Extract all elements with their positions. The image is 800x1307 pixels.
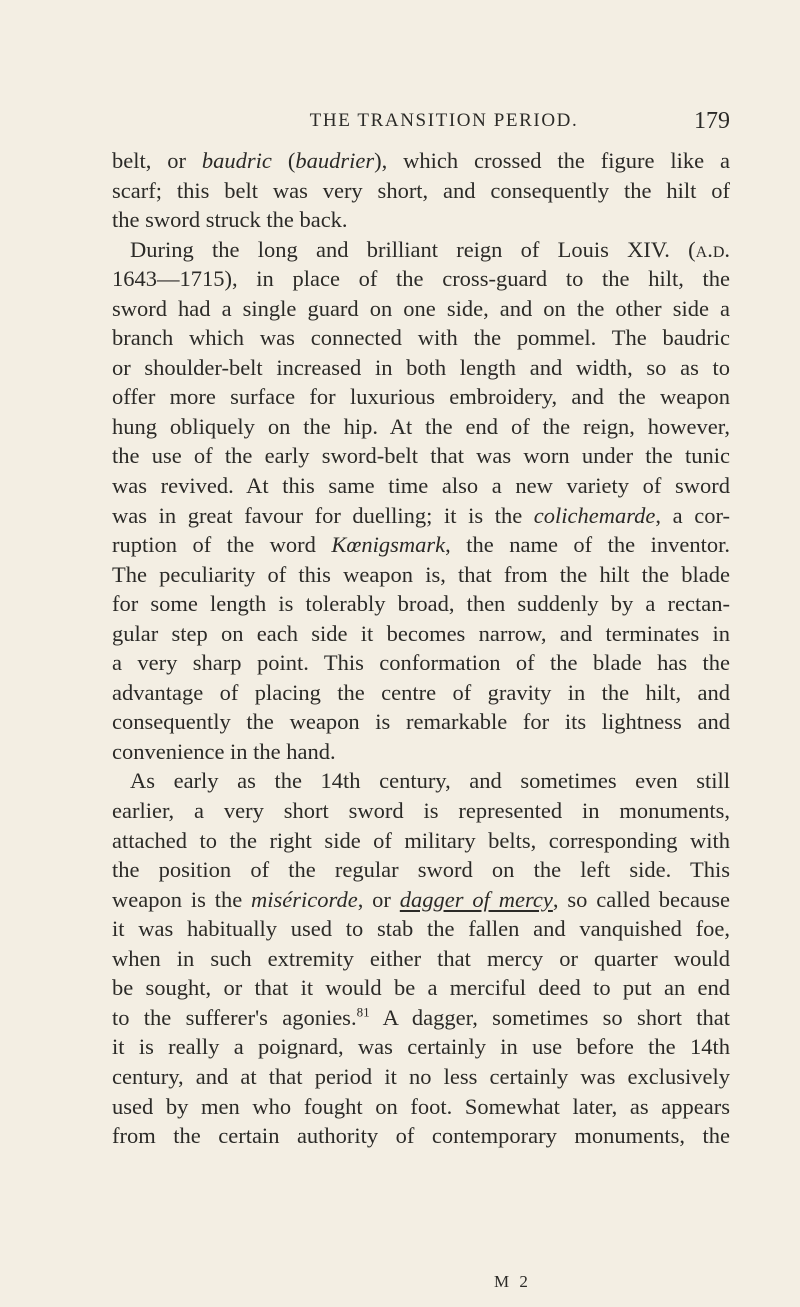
text-line bbox=[112, 1121, 730, 1151]
italic-underlined-term: dagger of mercy bbox=[399, 886, 553, 912]
text-run: A dagger, sometimes so short that bbox=[369, 1004, 730, 1030]
text-run: hung obliquely on the hip. At the end of the reign, however, bbox=[112, 413, 730, 439]
text-run: advantage of placing the centre of gravity in the hilt, and bbox=[112, 679, 730, 705]
text-run: , so called because bbox=[552, 886, 731, 912]
text-run: 1643—1715), in place of the cross-guard to the hilt, the bbox=[112, 266, 730, 292]
italic-term: baudrier bbox=[295, 148, 375, 173]
text-run: During the long and brilliant reign of Louis XIV. ( bbox=[130, 236, 696, 262]
text-line bbox=[112, 737, 730, 767]
text-run: As early as the 14th century, and sometimes even still bbox=[130, 768, 730, 794]
text-run: scarf; this belt was very short, and consequently the hilt of bbox=[112, 177, 730, 203]
text-run: to the sufferer's agonies. bbox=[112, 1004, 357, 1030]
text-line bbox=[112, 914, 730, 944]
text-line bbox=[112, 382, 730, 412]
text-line bbox=[112, 205, 730, 235]
text-line bbox=[112, 294, 730, 324]
text-run: the use of the early sword-belt that was worn under the tunic bbox=[112, 443, 730, 469]
text-line bbox=[112, 589, 730, 619]
text-line bbox=[112, 1003, 730, 1033]
text-run: , a cor- bbox=[655, 502, 731, 528]
text-line bbox=[112, 648, 730, 678]
text-run: was revived. At this same time also a new variety of sword bbox=[112, 473, 730, 499]
text-line bbox=[112, 1092, 730, 1122]
text-line bbox=[112, 264, 730, 294]
text-run: century, and at that period it no less certainly was exclusively bbox=[112, 1063, 730, 1089]
text-run: be sought, or that it would be a merciful deed to put an end bbox=[112, 975, 730, 1001]
text-line bbox=[112, 1062, 730, 1092]
text-line bbox=[112, 530, 730, 560]
text-run: , the name of the inventor. bbox=[445, 532, 730, 558]
italic-term: miséricorde bbox=[251, 886, 358, 912]
text-run: it is really a poignard, was certainly in use before the 14th bbox=[112, 1034, 730, 1060]
text-line bbox=[112, 412, 730, 442]
text-run: earlier, a very short sword is represented in monuments, bbox=[112, 798, 730, 824]
text-run: weapon is the bbox=[112, 886, 252, 912]
text-run: the sword struck the back. bbox=[112, 207, 348, 233]
text-run: sword had a single guard on one side, and on the other side a bbox=[112, 295, 730, 321]
text-run: ), which crossed the figure like a bbox=[374, 148, 731, 173]
text-line bbox=[112, 973, 730, 1003]
italic-term: colichemarde bbox=[533, 502, 656, 528]
text-run: a very sharp point. This conformation of the blade has the bbox=[112, 650, 730, 676]
text-line bbox=[112, 944, 730, 974]
text-run: it was habitually used to stab the fallen and vanquished foe, bbox=[112, 916, 730, 942]
text-run: ruption of the word bbox=[112, 532, 332, 558]
text-run: the position of the regular sword on the left side. This bbox=[112, 857, 730, 883]
text-run: , or bbox=[357, 886, 400, 912]
body-text bbox=[112, 146, 730, 1151]
text-line bbox=[112, 826, 730, 856]
text-line bbox=[112, 353, 730, 383]
text-run: branch which was connected with the pommel. The baudric bbox=[112, 325, 730, 351]
text-line bbox=[112, 560, 730, 590]
text-line bbox=[112, 885, 730, 915]
text-line bbox=[112, 146, 730, 176]
page-number: 179 bbox=[694, 108, 730, 134]
text-run: for some length is tolerably broad, then suddenly by a rectan- bbox=[112, 591, 730, 617]
text-line bbox=[112, 1032, 730, 1062]
text-line bbox=[112, 707, 730, 737]
text-run: consequently the weapon is remarkable for its lightness and bbox=[112, 709, 730, 735]
text-line bbox=[112, 441, 730, 471]
text-run: The peculiarity of this weapon is, that from the hilt the blade bbox=[112, 561, 730, 587]
text-run: used by men who fought on foot. Somewhat later, as appears bbox=[112, 1093, 730, 1119]
text-line bbox=[112, 619, 730, 649]
text-run: or shoulder-belt increased in both length and width, so as to bbox=[112, 354, 730, 380]
text-line bbox=[112, 235, 730, 265]
running-head: THE TRANSITION PERIOD. bbox=[309, 110, 579, 131]
page-header bbox=[158, 110, 730, 140]
text-line bbox=[112, 501, 730, 531]
italic-term: baudric bbox=[201, 148, 272, 173]
text-line bbox=[112, 176, 730, 206]
signature-mark: M 2 bbox=[494, 1272, 531, 1291]
text-run: belt, or bbox=[112, 148, 202, 173]
italic-term: Kœnigsmark bbox=[331, 532, 446, 558]
footnote-ref: 81 bbox=[356, 1004, 370, 1020]
text-line bbox=[112, 766, 730, 796]
text-line bbox=[112, 796, 730, 826]
text-run: offer more surface for luxurious embroidery, and the weapon bbox=[112, 384, 730, 410]
text-run: when in such extremity either that mercy or quarter would bbox=[112, 945, 730, 971]
text-line bbox=[112, 855, 730, 885]
text-run: was in great favour for duelling; it is the bbox=[112, 502, 534, 528]
text-line bbox=[112, 323, 730, 353]
text-line bbox=[112, 471, 730, 501]
small-caps-text: a.d. bbox=[695, 236, 730, 262]
text-run: gular step on each side it becomes narrow, and terminates in bbox=[112, 620, 730, 646]
text-run: from the certain authority of contemporary monuments, the bbox=[112, 1123, 730, 1149]
text-line bbox=[112, 678, 730, 708]
text-run: convenience in the hand. bbox=[112, 738, 336, 764]
text-run: attached to the right side of military belts, corresponding with bbox=[112, 827, 730, 853]
text-run: ( bbox=[271, 148, 296, 173]
